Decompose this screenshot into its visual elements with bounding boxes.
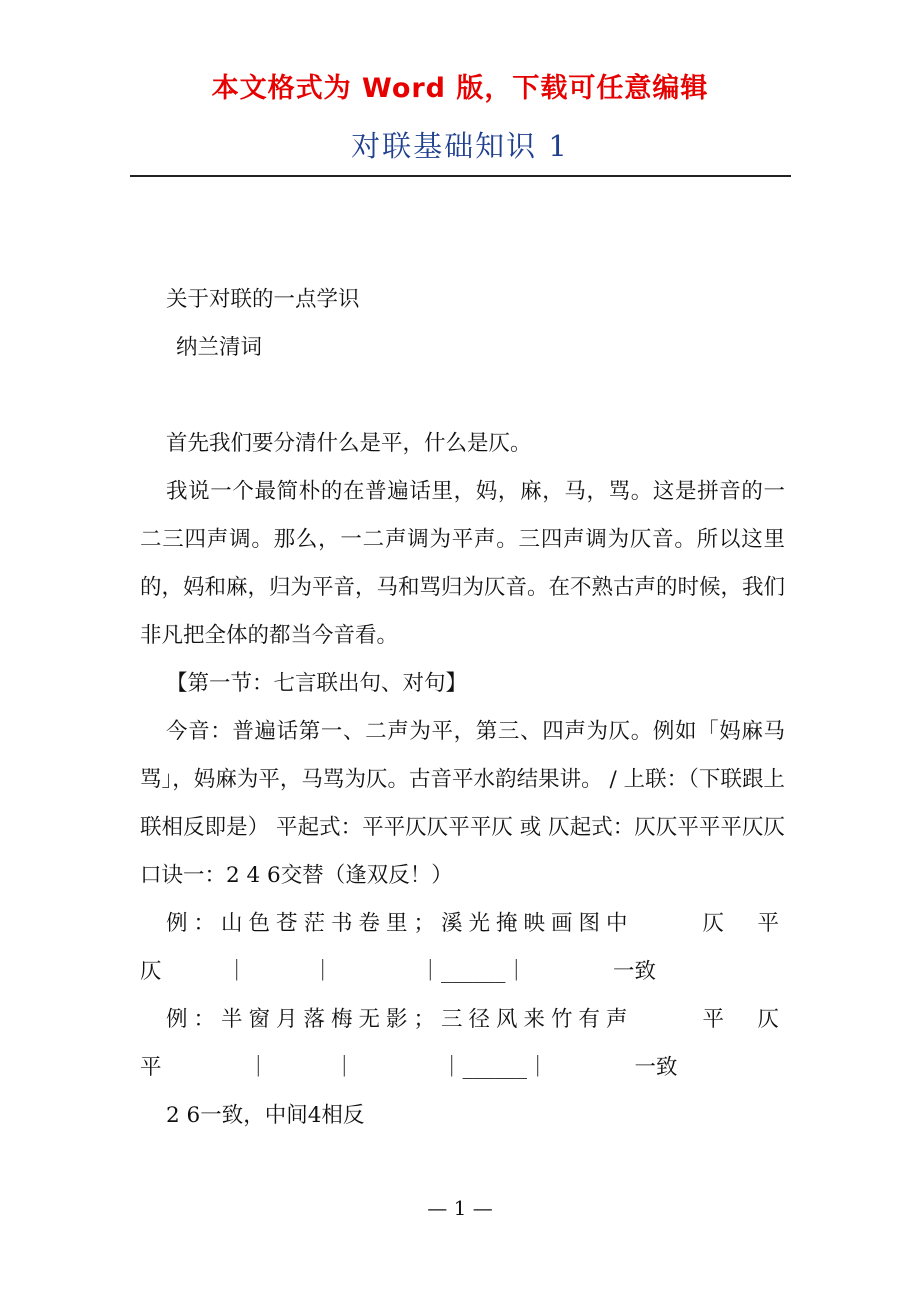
document-title: 对联基础知识 1 [351, 129, 569, 163]
paragraph-1: 首先我们要分清什么是平，什么是仄。 [166, 431, 532, 456]
section-heading: 【第一节：七言联出句、对句】 [166, 671, 468, 696]
example-1-tone-marks [140, 948, 785, 996]
document-body [140, 276, 785, 1140]
example-2-text: 例：半窗月落梅无影；三径风来竹有声 [166, 1007, 634, 1032]
paragraph-2: 我说一个最简朴的在普遍话里，妈，麻，马，骂。这是拼音的一二三四声调。那么，一二声调为平声。三四声调为仄音。所以这里的，妈和麻，归为平音，马和骂归为仄音。在不熟古声的时候，我们非凡把全体的都当今音看。 [140, 479, 786, 648]
spacer [140, 372, 785, 420]
article-author: 纳兰清词 [176, 335, 263, 360]
example-2-row [140, 996, 785, 1044]
example-2-tone-marks [140, 1044, 785, 1092]
summary-line: 2 6一致，中间4相反 [166, 1103, 365, 1128]
page-number: — 1 — [427, 1196, 493, 1220]
article-heading: 关于对联的一点学识 [166, 287, 360, 312]
example-2-tone-line: 平 ｜ ｜ ｜______｜ 一致 [140, 1055, 678, 1080]
example-2-tones: 平 仄 [702, 1007, 785, 1032]
example-1-tone-line: 仄 ｜ ｜ ｜______｜ 一致 [140, 959, 657, 984]
title-divider [130, 175, 791, 177]
example-1-tones: 仄 平 [702, 911, 785, 936]
format-banner: 本文格式为 Word 版，下载可任意编辑 [211, 73, 709, 104]
example-1-row [140, 900, 785, 948]
paragraph-3: 今音：普遍话第一、二声为平，第三、四声为仄。例如「妈麻马骂」，妈麻为平，马骂为仄。古音平水韵结果讲。 / 上联：（下联跟上联相反即是） 平起式：平平仄仄平平仄 或 仄起式：仄仄平平平仄仄 口诀一：2 4 6交替（逢双反！） [140, 719, 785, 888]
example-1-text: 例：山色苍茫书卷里；溪光掩映画图中 [166, 911, 634, 936]
